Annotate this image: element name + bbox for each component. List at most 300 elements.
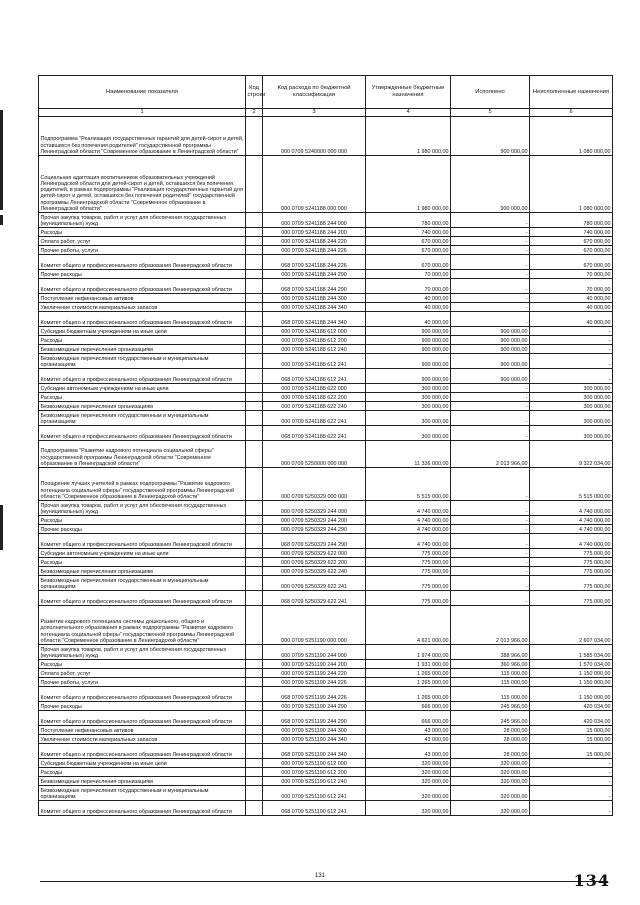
table-row bbox=[39, 777, 613, 786]
row-executed: 115 000,00 bbox=[451, 669, 530, 678]
row-name: Оплата работ, услуг bbox=[39, 669, 246, 678]
row-remaining: 15 000,00 bbox=[530, 726, 613, 735]
row-executed: - bbox=[451, 591, 530, 606]
table-row bbox=[39, 303, 613, 312]
table-row bbox=[39, 591, 613, 606]
table-row bbox=[39, 156, 613, 213]
row-expense-code: 068 0709 5241188 622 241 bbox=[263, 426, 366, 441]
row-approved: 666 000,00 bbox=[366, 702, 451, 711]
row-executed: - bbox=[451, 501, 530, 516]
row-remaining: 9 322 034,00 bbox=[530, 441, 613, 468]
row-approved: 666 000,00 bbox=[366, 711, 451, 726]
row-line-code bbox=[246, 534, 263, 549]
row-name: Прочие расходы bbox=[39, 702, 246, 711]
row-approved: 670 000,00 bbox=[366, 255, 451, 270]
row-line-code bbox=[246, 426, 263, 441]
row-approved: 4 740 000,00 bbox=[366, 534, 451, 549]
row-name: Безвозмездные перечисления организациям bbox=[39, 345, 246, 354]
row-approved: 40 000,00 bbox=[366, 303, 451, 312]
row-approved: 775 000,00 bbox=[366, 591, 451, 606]
row-remaining: 300 000,00 bbox=[530, 402, 613, 411]
row-executed: 28 000,00 bbox=[451, 744, 530, 759]
row-approved: 4 740 000,00 bbox=[366, 501, 451, 516]
row-name: Расходы bbox=[39, 336, 246, 345]
row-approved: 320 000,00 bbox=[366, 759, 451, 768]
row-approved: 900 000,00 bbox=[366, 345, 451, 354]
scan-edge-mark bbox=[0, 505, 3, 550]
row-remaining: - bbox=[530, 801, 613, 816]
row-executed: 115 000,00 bbox=[451, 678, 530, 687]
row-name: Увеличение стоимости материальных запасов bbox=[39, 735, 246, 744]
row-line-code bbox=[246, 678, 263, 687]
table-row bbox=[39, 270, 613, 279]
header-line-code: Код строки bbox=[246, 76, 263, 109]
row-name: Оплата работ, услуг bbox=[39, 237, 246, 246]
table-row bbox=[39, 468, 613, 501]
row-name: Безвозмездные перечисления организациям bbox=[39, 402, 246, 411]
header-approved: Утвержденные бюджетные назначения bbox=[366, 76, 451, 109]
row-remaining: 670 000,00 bbox=[530, 255, 613, 270]
table-row bbox=[39, 702, 613, 711]
row-remaining: 1 080 000,00 bbox=[530, 156, 613, 213]
row-line-code bbox=[246, 735, 263, 744]
row-name: Субсидии автономным учреждениям на иные цели bbox=[39, 384, 246, 393]
row-name: Безвозмездные перечисления государственным и муниципальным организациям bbox=[39, 411, 246, 426]
row-remaining: - bbox=[530, 369, 613, 384]
row-expense-code: 068 0709 5241188 244 290 bbox=[263, 279, 366, 294]
row-executed: 320 000,00 bbox=[451, 777, 530, 786]
row-executed: 900 000,00 bbox=[451, 336, 530, 345]
row-line-code bbox=[246, 687, 263, 702]
row-executed: 245 966,00 bbox=[451, 711, 530, 726]
row-approved: 320 000,00 bbox=[366, 801, 451, 816]
row-name: Подпрограмма "Реализация государственных гарантий для детей-сирот и детей, оставшихся без попечения родителей" государственной программы Ленинградской области "Современное образование в Ленинградской области" bbox=[39, 117, 246, 156]
row-expense-code: 068 0709 5250329 622 241 bbox=[263, 591, 366, 606]
table-row bbox=[39, 441, 613, 468]
row-remaining: 775 000,00 bbox=[530, 558, 613, 567]
row-executed: - bbox=[451, 468, 530, 501]
row-expense-code: 000 0709 5241188 612 240 bbox=[263, 345, 366, 354]
row-expense-code: 000 0709 5251190 612 200 bbox=[263, 768, 366, 777]
row-executed: 245 966,00 bbox=[451, 702, 530, 711]
row-name: Прочая закупка товаров, работ и услуг для обеспечения государственных (муниципальных) нужд bbox=[39, 645, 246, 660]
row-line-code bbox=[246, 237, 263, 246]
row-executed: - bbox=[451, 525, 530, 534]
row-executed: 900 000,00 bbox=[451, 354, 530, 369]
row-executed: 900 000,00 bbox=[451, 327, 530, 336]
row-line-code bbox=[246, 669, 263, 678]
row-expense-code: 000 0709 5251190 244 340 bbox=[263, 735, 366, 744]
table-row bbox=[39, 525, 613, 534]
table-row bbox=[39, 336, 613, 345]
row-remaining: 1 570 034,00 bbox=[530, 660, 613, 669]
row-expense-code: 068 0709 5251190 244 226 bbox=[263, 687, 366, 702]
row-expense-code: 000 0709 5251190 244 220 bbox=[263, 669, 366, 678]
row-approved: 670 000,00 bbox=[366, 237, 451, 246]
row-remaining: 780 000,00 bbox=[530, 213, 613, 228]
column-number: 3 bbox=[263, 109, 366, 117]
row-name: Субсидии автономным учреждениям на иные цели bbox=[39, 549, 246, 558]
row-expense-code: 000 0709 5251190 000 000 bbox=[263, 606, 366, 645]
row-approved: 1 980 000,00 bbox=[366, 156, 451, 213]
header-expense-code: Код расхода по бюджетной классификации bbox=[263, 76, 366, 109]
row-line-code bbox=[246, 549, 263, 558]
row-name: Комитет общего и профессионального образования Ленинградской области bbox=[39, 312, 246, 327]
table-row bbox=[39, 369, 613, 384]
table-row bbox=[39, 279, 613, 294]
row-name: Поступление нефинансовых активов bbox=[39, 294, 246, 303]
row-remaining: - bbox=[530, 327, 613, 336]
column-number: 6 bbox=[530, 109, 613, 117]
table-row bbox=[39, 237, 613, 246]
row-name: Расходы bbox=[39, 228, 246, 237]
row-line-code bbox=[246, 768, 263, 777]
row-remaining: 420 034,00 bbox=[530, 711, 613, 726]
row-name: Расходы bbox=[39, 393, 246, 402]
table-row bbox=[39, 327, 613, 336]
row-line-code bbox=[246, 777, 263, 786]
row-remaining: 15 000,00 bbox=[530, 744, 613, 759]
row-line-code bbox=[246, 402, 263, 411]
row-name: Прочие работы, услуги bbox=[39, 246, 246, 255]
table-row bbox=[39, 246, 613, 255]
row-name: Социальная адаптация воспитанников образовательных учреждений Ленинградской области для детей-сирот и детей, оставшихся без попечения родителей, в рамках подпрограммы "Реализация государственных гарантий для детей-сирот и детей, оставшихся без попечения родителей" государственной программы Ленинградской области "Современное образование в Ленинградской области" bbox=[39, 156, 246, 213]
row-line-code bbox=[246, 213, 263, 228]
row-expense-code: 000 0709 5241188 612 241 bbox=[263, 354, 366, 369]
row-remaining: 70 000,00 bbox=[530, 279, 613, 294]
row-executed: - bbox=[451, 246, 530, 255]
row-name: Комитет общего и профессионального образования Ленинградской области bbox=[39, 591, 246, 606]
row-executed: - bbox=[451, 558, 530, 567]
row-executed: - bbox=[451, 549, 530, 558]
row-executed: 388 966,00 bbox=[451, 645, 530, 660]
row-remaining: 4 740 000,00 bbox=[530, 501, 613, 516]
row-expense-code: 000 0709 5241188 622 000 bbox=[263, 384, 366, 393]
row-line-code bbox=[246, 336, 263, 345]
table-row bbox=[39, 801, 613, 816]
row-remaining: 300 000,00 bbox=[530, 393, 613, 402]
row-name: Безвозмездные перечисления государственным и муниципальным организациям bbox=[39, 354, 246, 369]
budget-execution-table bbox=[38, 75, 613, 816]
row-remaining: 1 585 034,00 bbox=[530, 645, 613, 660]
row-executed: - bbox=[451, 237, 530, 246]
row-name: Комитет общего и профессионального образования Ленинградской области bbox=[39, 279, 246, 294]
row-remaining: 775 000,00 bbox=[530, 591, 613, 606]
column-number: 5 bbox=[451, 109, 530, 117]
table-row bbox=[39, 606, 613, 645]
row-remaining: - bbox=[530, 354, 613, 369]
row-executed: 28 000,00 bbox=[451, 735, 530, 744]
row-line-code bbox=[246, 702, 263, 711]
row-expense-code: 000 0709 5241188 244 340 bbox=[263, 303, 366, 312]
row-expense-code: 000 0709 5241188 244 000 bbox=[263, 213, 366, 228]
row-remaining: - bbox=[530, 345, 613, 354]
row-executed: - bbox=[451, 402, 530, 411]
row-name: Расходы bbox=[39, 558, 246, 567]
row-expense-code: 000 0709 5241188 612 200 bbox=[263, 336, 366, 345]
row-remaining: 1 150 000,00 bbox=[530, 669, 613, 678]
row-executed: 900 000,00 bbox=[451, 345, 530, 354]
row-approved: 740 000,00 bbox=[366, 228, 451, 237]
row-remaining: 300 000,00 bbox=[530, 384, 613, 393]
row-line-code bbox=[246, 744, 263, 759]
row-executed: 900 000,00 bbox=[451, 156, 530, 213]
row-remaining: 4 740 000,00 bbox=[530, 516, 613, 525]
row-line-code bbox=[246, 759, 263, 768]
row-line-code bbox=[246, 660, 263, 669]
header-remaining: Неисполненные назначения bbox=[530, 76, 613, 109]
table-row bbox=[39, 255, 613, 270]
row-approved: 320 000,00 bbox=[366, 777, 451, 786]
handwritten-sheet-number: 134 bbox=[573, 871, 610, 890]
row-expense-code: 000 0709 5241188 244 200 bbox=[263, 228, 366, 237]
row-line-code bbox=[246, 303, 263, 312]
row-remaining: 1 080 000,00 bbox=[530, 117, 613, 156]
column-number-row bbox=[39, 109, 613, 117]
row-remaining: - bbox=[530, 786, 613, 801]
row-expense-code: 000 0709 5250329 244 200 bbox=[263, 516, 366, 525]
row-line-code bbox=[246, 558, 263, 567]
row-executed: 2 013 966,00 bbox=[451, 606, 530, 645]
row-remaining: 1 150 000,00 bbox=[530, 678, 613, 687]
row-approved: 1 265 000,00 bbox=[366, 669, 451, 678]
table-row bbox=[39, 759, 613, 768]
row-name: Подпрограмма "Развитие кадрового потенциала социальной сферы" государственной программы Ленинградской области "Современное образование в Ленинградской области" bbox=[39, 441, 246, 468]
row-line-code bbox=[246, 726, 263, 735]
row-line-code bbox=[246, 441, 263, 468]
row-name: Комитет общего и профессионального образования Ленинградской области bbox=[39, 369, 246, 384]
table-row bbox=[39, 576, 613, 591]
footer-rule bbox=[40, 881, 608, 882]
row-expense-code: 000 0709 5241188 244 300 bbox=[263, 294, 366, 303]
row-executed: - bbox=[451, 255, 530, 270]
row-name: Расходы bbox=[39, 516, 246, 525]
table-row bbox=[39, 312, 613, 327]
row-line-code bbox=[246, 393, 263, 402]
row-name: Комитет общего и профессионального образования Ленинградской области bbox=[39, 534, 246, 549]
row-line-code bbox=[246, 786, 263, 801]
table-row bbox=[39, 711, 613, 726]
row-remaining: 5 515 000,00 bbox=[530, 468, 613, 501]
row-remaining: 40 000,00 bbox=[530, 312, 613, 327]
row-line-code bbox=[246, 156, 263, 213]
row-approved: 900 000,00 bbox=[366, 327, 451, 336]
row-line-code bbox=[246, 591, 263, 606]
row-line-code bbox=[246, 327, 263, 336]
row-approved: 775 000,00 bbox=[366, 558, 451, 567]
table-row bbox=[39, 744, 613, 759]
row-executed: - bbox=[451, 312, 530, 327]
row-approved: 70 000,00 bbox=[366, 270, 451, 279]
row-approved: 43 000,00 bbox=[366, 735, 451, 744]
row-line-code bbox=[246, 369, 263, 384]
row-line-code bbox=[246, 345, 263, 354]
row-executed: - bbox=[451, 384, 530, 393]
row-line-code bbox=[246, 246, 263, 255]
table-row bbox=[39, 426, 613, 441]
row-name: Прочие работы, услуги bbox=[39, 678, 246, 687]
row-line-code bbox=[246, 312, 263, 327]
row-expense-code: 000 0709 5241188 612 000 bbox=[263, 327, 366, 336]
row-approved: 1 265 000,00 bbox=[366, 678, 451, 687]
row-executed: - bbox=[451, 303, 530, 312]
row-line-code bbox=[246, 576, 263, 591]
row-executed: - bbox=[451, 279, 530, 294]
row-approved: 1 974 000,00 bbox=[366, 645, 451, 660]
table-row bbox=[39, 294, 613, 303]
row-line-code bbox=[246, 516, 263, 525]
row-name: Прочая закупка товаров, работ и услуг для обеспечения государственных (муниципальных) нужд bbox=[39, 213, 246, 228]
row-name: Субсидии бюджетным учреждениям на иные цели bbox=[39, 759, 246, 768]
row-expense-code: 000 0709 5250329 622 200 bbox=[263, 558, 366, 567]
row-name: Увеличение стоимости материальных запасов bbox=[39, 303, 246, 312]
scan-edge-mark bbox=[0, 215, 3, 225]
row-remaining: 1 150 000,00 bbox=[530, 687, 613, 702]
table-row bbox=[39, 228, 613, 237]
row-expense-code: 068 0709 5241188 244 226 bbox=[263, 255, 366, 270]
row-executed: 320 000,00 bbox=[451, 759, 530, 768]
row-approved: 11 336 000,00 bbox=[366, 441, 451, 468]
row-name: Комитет общего и профессионального образования Ленинградской области bbox=[39, 687, 246, 702]
row-expense-code: 000 0709 5251190 244 226 bbox=[263, 678, 366, 687]
row-expense-code: 000 0709 5251190 612 240 bbox=[263, 777, 366, 786]
table-row bbox=[39, 549, 613, 558]
row-executed: - bbox=[451, 228, 530, 237]
row-name: Безвозмездные перечисления государственным и муниципальным организациям bbox=[39, 576, 246, 591]
row-approved: 40 000,00 bbox=[366, 294, 451, 303]
row-executed: - bbox=[451, 516, 530, 525]
row-line-code bbox=[246, 525, 263, 534]
row-remaining: 670 000,00 bbox=[530, 237, 613, 246]
row-remaining: 40 000,00 bbox=[530, 294, 613, 303]
table-row bbox=[39, 345, 613, 354]
row-name: Прочие расходы bbox=[39, 525, 246, 534]
row-remaining: 2 607 034,00 bbox=[530, 606, 613, 645]
row-expense-code: 000 0709 5241188 622 240 bbox=[263, 402, 366, 411]
row-line-code bbox=[246, 411, 263, 426]
row-line-code bbox=[246, 117, 263, 156]
row-name: Поощрение лучших учителей в рамках подпрограммы "Развитие кадрового потенциала социальной сферы" государственной программы Ленинградской области "Современное образование в Ленинградской области" bbox=[39, 468, 246, 501]
row-approved: 1 931 000,00 bbox=[366, 660, 451, 669]
row-remaining: 4 740 000,00 bbox=[530, 534, 613, 549]
table-row bbox=[39, 645, 613, 660]
scan-edge-mark bbox=[0, 110, 3, 210]
row-expense-code: 068 0709 5241188 612 241 bbox=[263, 369, 366, 384]
row-expense-code: 000 0709 5250329 622 241 bbox=[263, 576, 366, 591]
row-remaining: - bbox=[530, 759, 613, 768]
row-expense-code: 000 0709 5250329 244 000 bbox=[263, 501, 366, 516]
row-remaining: 775 000,00 bbox=[530, 549, 613, 558]
row-approved: 775 000,00 bbox=[366, 567, 451, 576]
row-executed: 900 000,00 bbox=[451, 117, 530, 156]
row-executed: - bbox=[451, 576, 530, 591]
row-line-code bbox=[246, 228, 263, 237]
row-executed: 115 000,00 bbox=[451, 687, 530, 702]
row-line-code bbox=[246, 801, 263, 816]
row-approved: 670 000,00 bbox=[366, 246, 451, 255]
row-line-code bbox=[246, 255, 263, 270]
column-number: 2 bbox=[246, 109, 263, 117]
table-row bbox=[39, 213, 613, 228]
row-approved: 4 621 000,00 bbox=[366, 606, 451, 645]
column-number: 1 bbox=[39, 109, 246, 117]
row-approved: 300 000,00 bbox=[366, 384, 451, 393]
row-expense-code: 068 0709 5251190 244 340 bbox=[263, 744, 366, 759]
row-remaining: 70 000,00 bbox=[530, 270, 613, 279]
row-remaining: 775 000,00 bbox=[530, 576, 613, 591]
row-expense-code: 068 0709 5241188 244 340 bbox=[263, 312, 366, 327]
row-approved: 300 000,00 bbox=[366, 393, 451, 402]
row-executed: 320 000,00 bbox=[451, 801, 530, 816]
header-indicator-name: Наименование показателя bbox=[39, 76, 246, 109]
row-line-code bbox=[246, 354, 263, 369]
row-line-code bbox=[246, 645, 263, 660]
row-approved: 775 000,00 bbox=[366, 549, 451, 558]
row-approved: 1 980 000,00 bbox=[366, 117, 451, 156]
row-expense-code: 000 0709 5251190 612 000 bbox=[263, 759, 366, 768]
row-expense-code: 000 0709 5250329 622 240 bbox=[263, 567, 366, 576]
table-row bbox=[39, 516, 613, 525]
row-executed: - bbox=[451, 270, 530, 279]
table-row bbox=[39, 411, 613, 426]
table-row bbox=[39, 393, 613, 402]
row-remaining: 775 000,00 bbox=[530, 567, 613, 576]
row-executed: 360 966,00 bbox=[451, 660, 530, 669]
row-name: Поступление нефинансовых активов bbox=[39, 726, 246, 735]
row-approved: 780 000,00 bbox=[366, 213, 451, 228]
row-remaining: - bbox=[530, 777, 613, 786]
table-row bbox=[39, 402, 613, 411]
row-expense-code: 000 0709 5240000 000 000 bbox=[263, 117, 366, 156]
row-line-code bbox=[246, 294, 263, 303]
row-executed: - bbox=[451, 567, 530, 576]
row-approved: 300 000,00 bbox=[366, 411, 451, 426]
row-executed: 2 013 966,00 bbox=[451, 441, 530, 468]
row-executed: - bbox=[451, 294, 530, 303]
table-row bbox=[39, 384, 613, 393]
row-line-code bbox=[246, 279, 263, 294]
table-row bbox=[39, 726, 613, 735]
row-executed: 28 000,00 bbox=[451, 726, 530, 735]
row-executed: - bbox=[451, 534, 530, 549]
row-line-code bbox=[246, 270, 263, 279]
row-expense-code: 068 0709 5251190 612 241 bbox=[263, 801, 366, 816]
row-line-code bbox=[246, 711, 263, 726]
row-expense-code: 000 0709 5241188 622 241 bbox=[263, 411, 366, 426]
column-number: 4 bbox=[366, 109, 451, 117]
row-expense-code: 000 0709 5251190 244 300 bbox=[263, 726, 366, 735]
row-expense-code: 000 0709 5250000 000 000 bbox=[263, 441, 366, 468]
row-expense-code: 000 0709 5250329 622 000 bbox=[263, 549, 366, 558]
row-expense-code: 000 0709 5250329 244 290 bbox=[263, 525, 366, 534]
table-row bbox=[39, 669, 613, 678]
row-expense-code: 000 0709 5250329 000 000 bbox=[263, 468, 366, 501]
table-row bbox=[39, 687, 613, 702]
table-row bbox=[39, 786, 613, 801]
row-name: Комитет общего и профессионального образования Ленинградской области bbox=[39, 426, 246, 441]
row-expense-code: 000 0709 5241188 244 290 bbox=[263, 270, 366, 279]
row-approved: 43 000,00 bbox=[366, 744, 451, 759]
row-name: Прочая закупка товаров, работ и услуг для обеспечения государственных (муниципальных) нужд bbox=[39, 501, 246, 516]
row-name: Расходы bbox=[39, 768, 246, 777]
row-name: Комитет общего и профессионального образования Ленинградской области bbox=[39, 255, 246, 270]
row-expense-code: 068 0709 5251190 244 290 bbox=[263, 711, 366, 726]
row-executed: - bbox=[451, 213, 530, 228]
row-name: Безвозмездные перечисления организациям bbox=[39, 567, 246, 576]
row-expense-code: 000 0709 5251190 244 200 bbox=[263, 660, 366, 669]
row-remaining: 670 000,00 bbox=[530, 246, 613, 255]
row-remaining: 300 000,00 bbox=[530, 426, 613, 441]
